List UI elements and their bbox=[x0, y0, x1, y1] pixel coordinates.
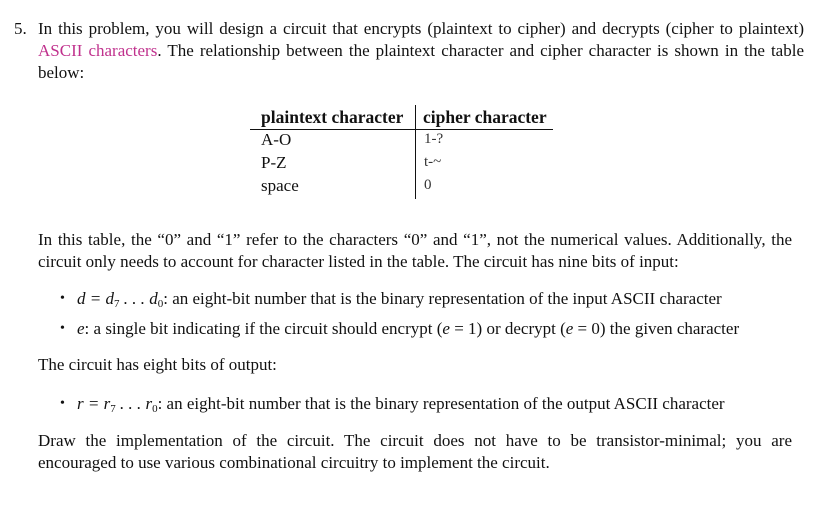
cipher-cell: t-~ bbox=[424, 154, 442, 170]
table-row bbox=[250, 176, 553, 199]
r-sub-0: 0 bbox=[152, 403, 158, 415]
table-header-row bbox=[250, 105, 553, 130]
r-math-mid: . . . r bbox=[115, 394, 153, 413]
intro-part-2: . The relationship between the plaintext character and cipher character is shown in the table below: bbox=[38, 41, 804, 82]
bullet-dot: • bbox=[60, 321, 65, 336]
character-mapping-table bbox=[250, 105, 553, 199]
problem-intro bbox=[14, 18, 804, 84]
e-text-b: = 1) or decrypt ( bbox=[449, 319, 566, 338]
cipher-cell: 0 bbox=[424, 177, 432, 193]
e-decrypt-var: e bbox=[565, 319, 574, 338]
header-cipher: cipher character bbox=[416, 105, 553, 130]
d-sub-0: 0 bbox=[157, 298, 164, 310]
input-d-description bbox=[77, 288, 722, 310]
bullet-dot: • bbox=[60, 396, 65, 411]
e-text-c: = 0) the given character bbox=[573, 319, 740, 338]
d-math-mid: . . . d bbox=[119, 289, 158, 308]
e-text-a: : a single bit indicating if the circuit should encrypt ( bbox=[84, 319, 443, 338]
problem-number: 5. bbox=[14, 19, 27, 38]
header-plaintext: plaintext character bbox=[250, 105, 416, 130]
input-bullet-d bbox=[60, 288, 722, 310]
d-sub-7: 7 bbox=[113, 298, 120, 310]
table-explanation-paragraph: In this table, the “0” and “1” refer to the characters “0” and “1”, not the numerical values. Additionally, the circuit only needs to account for character listed in the table. The circuit has nine bits of input: bbox=[38, 230, 792, 271]
r-sub-7: 7 bbox=[110, 403, 116, 415]
bullet-dot: • bbox=[60, 291, 65, 306]
plaintext-cell: P-Z bbox=[250, 153, 416, 176]
plaintext-cell: space bbox=[250, 176, 416, 199]
cipher-cell: 1-? bbox=[424, 131, 444, 147]
r-math-prefix: r = r bbox=[77, 394, 111, 413]
output-r-description bbox=[77, 393, 725, 415]
table-row bbox=[250, 153, 553, 176]
r-text: : an eight-bit number that is the binary representation of the output ASCII character bbox=[157, 394, 725, 413]
plaintext-cell: A-O bbox=[250, 130, 416, 154]
intro-part-1: In this problem, you will design a circuit that encrypts (plaintext to cipher) and decrypts (cipher to plaintext) bbox=[38, 19, 804, 38]
problem-statement bbox=[14, 18, 804, 84]
d-text: : an eight-bit number that is the binary representation of the input ASCII character bbox=[163, 289, 722, 308]
output-bullet-r bbox=[60, 393, 725, 415]
e-encrypt-var: e bbox=[442, 319, 450, 338]
ascii-characters-link[interactable]: ASCII characters bbox=[38, 41, 158, 60]
d-math-prefix: d = d bbox=[77, 289, 114, 308]
e-var: e bbox=[77, 319, 85, 338]
input-bullet-e bbox=[60, 318, 739, 340]
table-row bbox=[250, 130, 553, 154]
input-e-description bbox=[77, 318, 739, 340]
intro-text bbox=[38, 18, 804, 84]
implementation-instructions: Draw the implementation of the circuit. The circuit does not have to be transistor-minimal; you are encouraged to use various combinational circuitry to implement the circuit. bbox=[38, 431, 792, 472]
output-intro-paragraph: The circuit has eight bits of output: bbox=[38, 355, 277, 374]
